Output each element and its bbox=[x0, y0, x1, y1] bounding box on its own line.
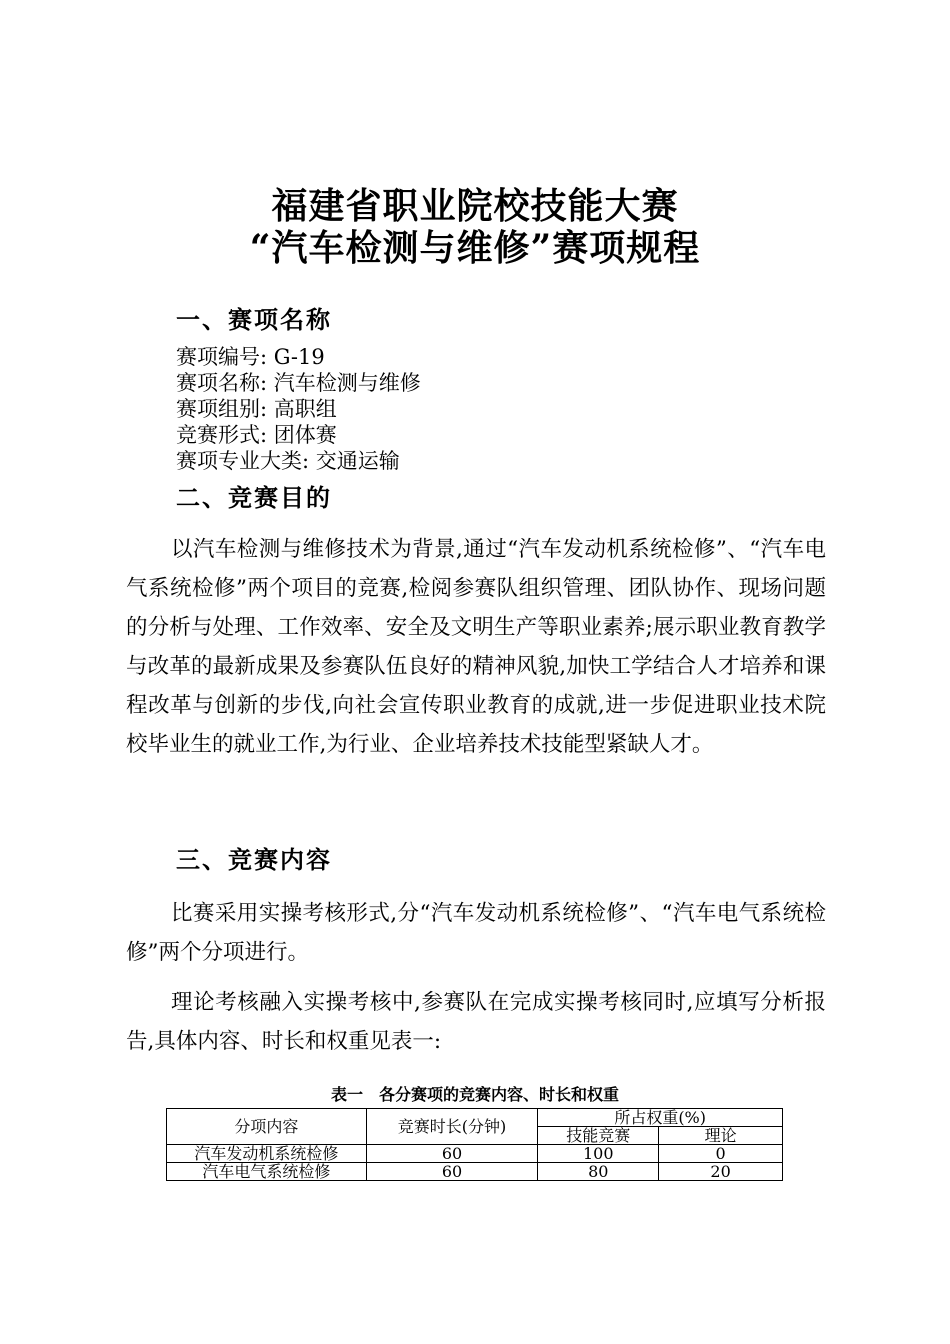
table-cell: 0 bbox=[659, 1145, 783, 1163]
header-cell-theory: 理论 bbox=[659, 1127, 783, 1145]
table-cell: 汽车发动机系统检修 bbox=[167, 1145, 367, 1163]
info-item-group: 赛项组别: 高职组 bbox=[176, 397, 337, 421]
competition-table bbox=[166, 1108, 783, 1181]
table-cell: 80 bbox=[538, 1163, 659, 1181]
info-item-category: 赛项专业大类: 交通运输 bbox=[176, 449, 400, 473]
section-heading-name: 一、赛项名称 bbox=[176, 305, 332, 334]
table-cell: 20 bbox=[659, 1163, 783, 1181]
header-cell-weight: 所占权重(%) bbox=[538, 1109, 783, 1127]
section-heading-purpose: 二、竞赛目的 bbox=[176, 483, 332, 512]
section-heading-content: 三、竞赛内容 bbox=[176, 845, 332, 874]
table-cell: 汽车电气系统检修 bbox=[167, 1163, 367, 1181]
header-cell-content: 分项内容 bbox=[167, 1109, 367, 1145]
table-cell: 100 bbox=[538, 1145, 659, 1163]
header-cell-duration: 竞赛时长(分钟) bbox=[366, 1109, 538, 1145]
content-paragraph-2: 理论考核融入实操考核中,参赛队在完成实操考核同时,应填写分析报告,具体内容、时长和权重见表一: bbox=[126, 990, 826, 1054]
header-cell-skill: 技能竞赛 bbox=[538, 1127, 659, 1145]
table-cell: 60 bbox=[366, 1163, 538, 1181]
document-title: 福建省职业院校技能大赛 bbox=[271, 185, 679, 227]
event-info-list bbox=[176, 344, 421, 474]
table-caption: 表一 各分赛项的竞赛内容、时长和权重 bbox=[330, 1085, 619, 1104]
table-cell: 60 bbox=[366, 1145, 538, 1163]
purpose-paragraph: 以汽车检测与维修技术为背景,通过“汽车发动机系统检修”、“汽车电气系统检修”两个项目的竞赛,检阅参赛队组织管理、团队协作、现场问题的分析与处理、工作效率、安全及文明生产等职业素养;展示职业教育教学与改革的最新成果及参赛队伍良好的精神风貌,加快工学结合人才培养和课程改革与创新的步伐,向社会宣传职业教育的成就,进一步促进职业技术院校毕业生的就业工作,为行业、企业培养技术技能型紧缺人才。 bbox=[126, 537, 826, 757]
info-item-code: 赛项编号: G-19 bbox=[176, 345, 325, 369]
table-header-row bbox=[167, 1109, 783, 1127]
table-row bbox=[167, 1163, 783, 1181]
info-item-format: 竞赛形式: 团体赛 bbox=[176, 423, 337, 447]
info-item-name: 赛项名称: 汽车检测与维修 bbox=[176, 371, 421, 395]
table-row bbox=[167, 1145, 783, 1163]
content-paragraph-1: 比赛采用实操考核形式,分“汽车发动机系统检修”、“汽车电气系统检修”两个分项进行。 bbox=[126, 901, 826, 965]
document-subtitle: “汽车检测与维修”赛项规程 bbox=[249, 227, 701, 269]
